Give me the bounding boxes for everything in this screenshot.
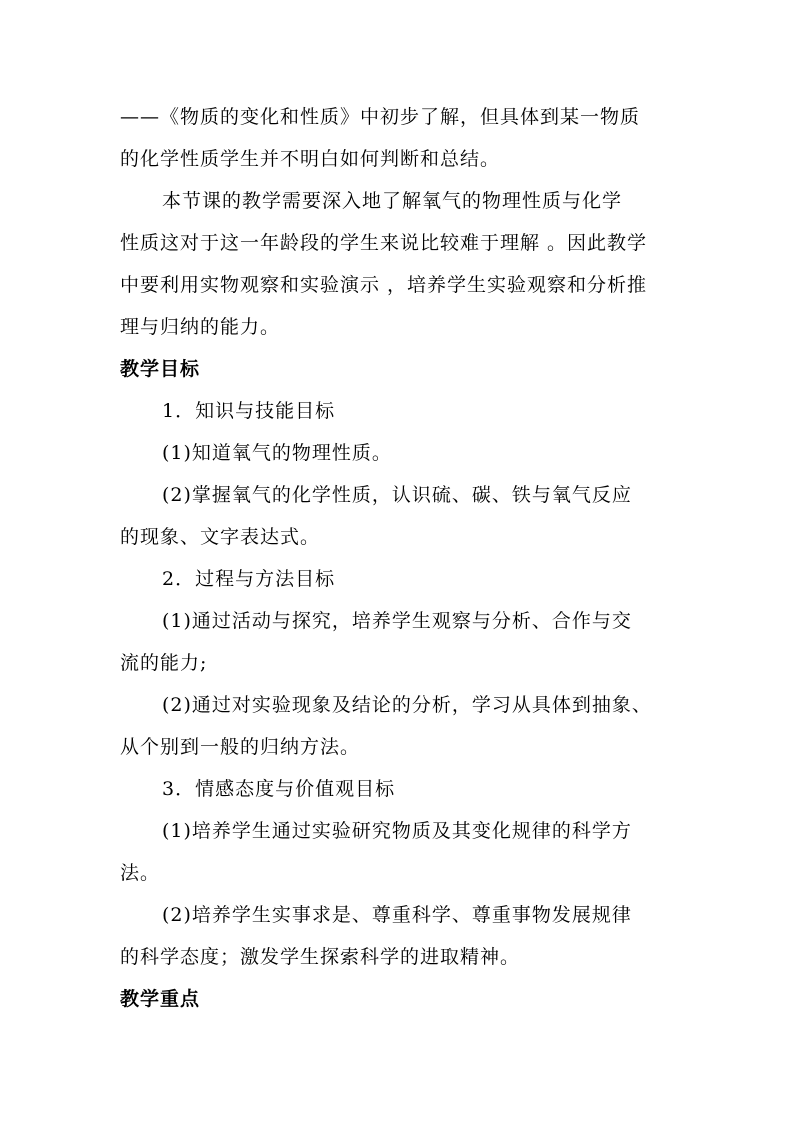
para1-line2: 的化学性质学生并不明白如何判断和总结。: [120, 148, 501, 170]
objective1-title: 1．知识与技能目标: [162, 400, 336, 422]
para2-line1: 本节课的教学需要深入地了解氧气的物理性质与化学: [162, 190, 623, 212]
objective2-item2-line2: 从个别到一般的归纳方法。: [120, 736, 361, 758]
objective3-item1-line2: 法。: [120, 862, 161, 884]
objective2-title: 2．过程与方法目标: [162, 568, 336, 590]
objective1-item2-line1: (2)掌握氧气的化学性质，认识硫、碳、铁与氧气反应: [162, 484, 632, 506]
objective1-item2-line2: 的现象、文字表达式。: [120, 526, 321, 548]
objective3-item2-line1: (2)培养学生实事求是、尊重科学、尊重事物发展规律: [162, 904, 632, 926]
objective1-item1: (1)知道氧气的物理性质。: [162, 442, 392, 464]
para2-line4: 理与归纳的能力。: [120, 316, 281, 338]
para1-line1: ——《物质的变化和性质》中初步了解，但具体到某一物质: [120, 106, 641, 128]
objective2-item2-line1: (2)通过对实验现象及结论的分析，学习从具体到抽象、: [162, 694, 652, 716]
objective3-item2-line2: 的科学态度；激发学生探索科学的进取精神。: [120, 946, 521, 968]
objective2-item1-line1: (1)通过活动与探究，培养学生观察与分析、合作与交: [162, 610, 632, 632]
heading-objectives: 教学目标: [120, 358, 201, 380]
para2-line3: 中要利用实物观察和实验演示 ，培养学生实验观察和分析推: [120, 274, 648, 296]
para2-line2: 性质这对于这一年龄段的学生来说比较难于理解 。因此教学: [120, 232, 648, 254]
objective3-title: 3．情感态度与价值观目标: [162, 778, 396, 800]
objective2-item1-line2: 流的能力;: [120, 652, 208, 674]
heading-key-points: 教学重点: [120, 988, 201, 1010]
objective3-item1-line1: (1)培养学生通过实验研究物质及其变化规律的科学方: [162, 820, 632, 842]
